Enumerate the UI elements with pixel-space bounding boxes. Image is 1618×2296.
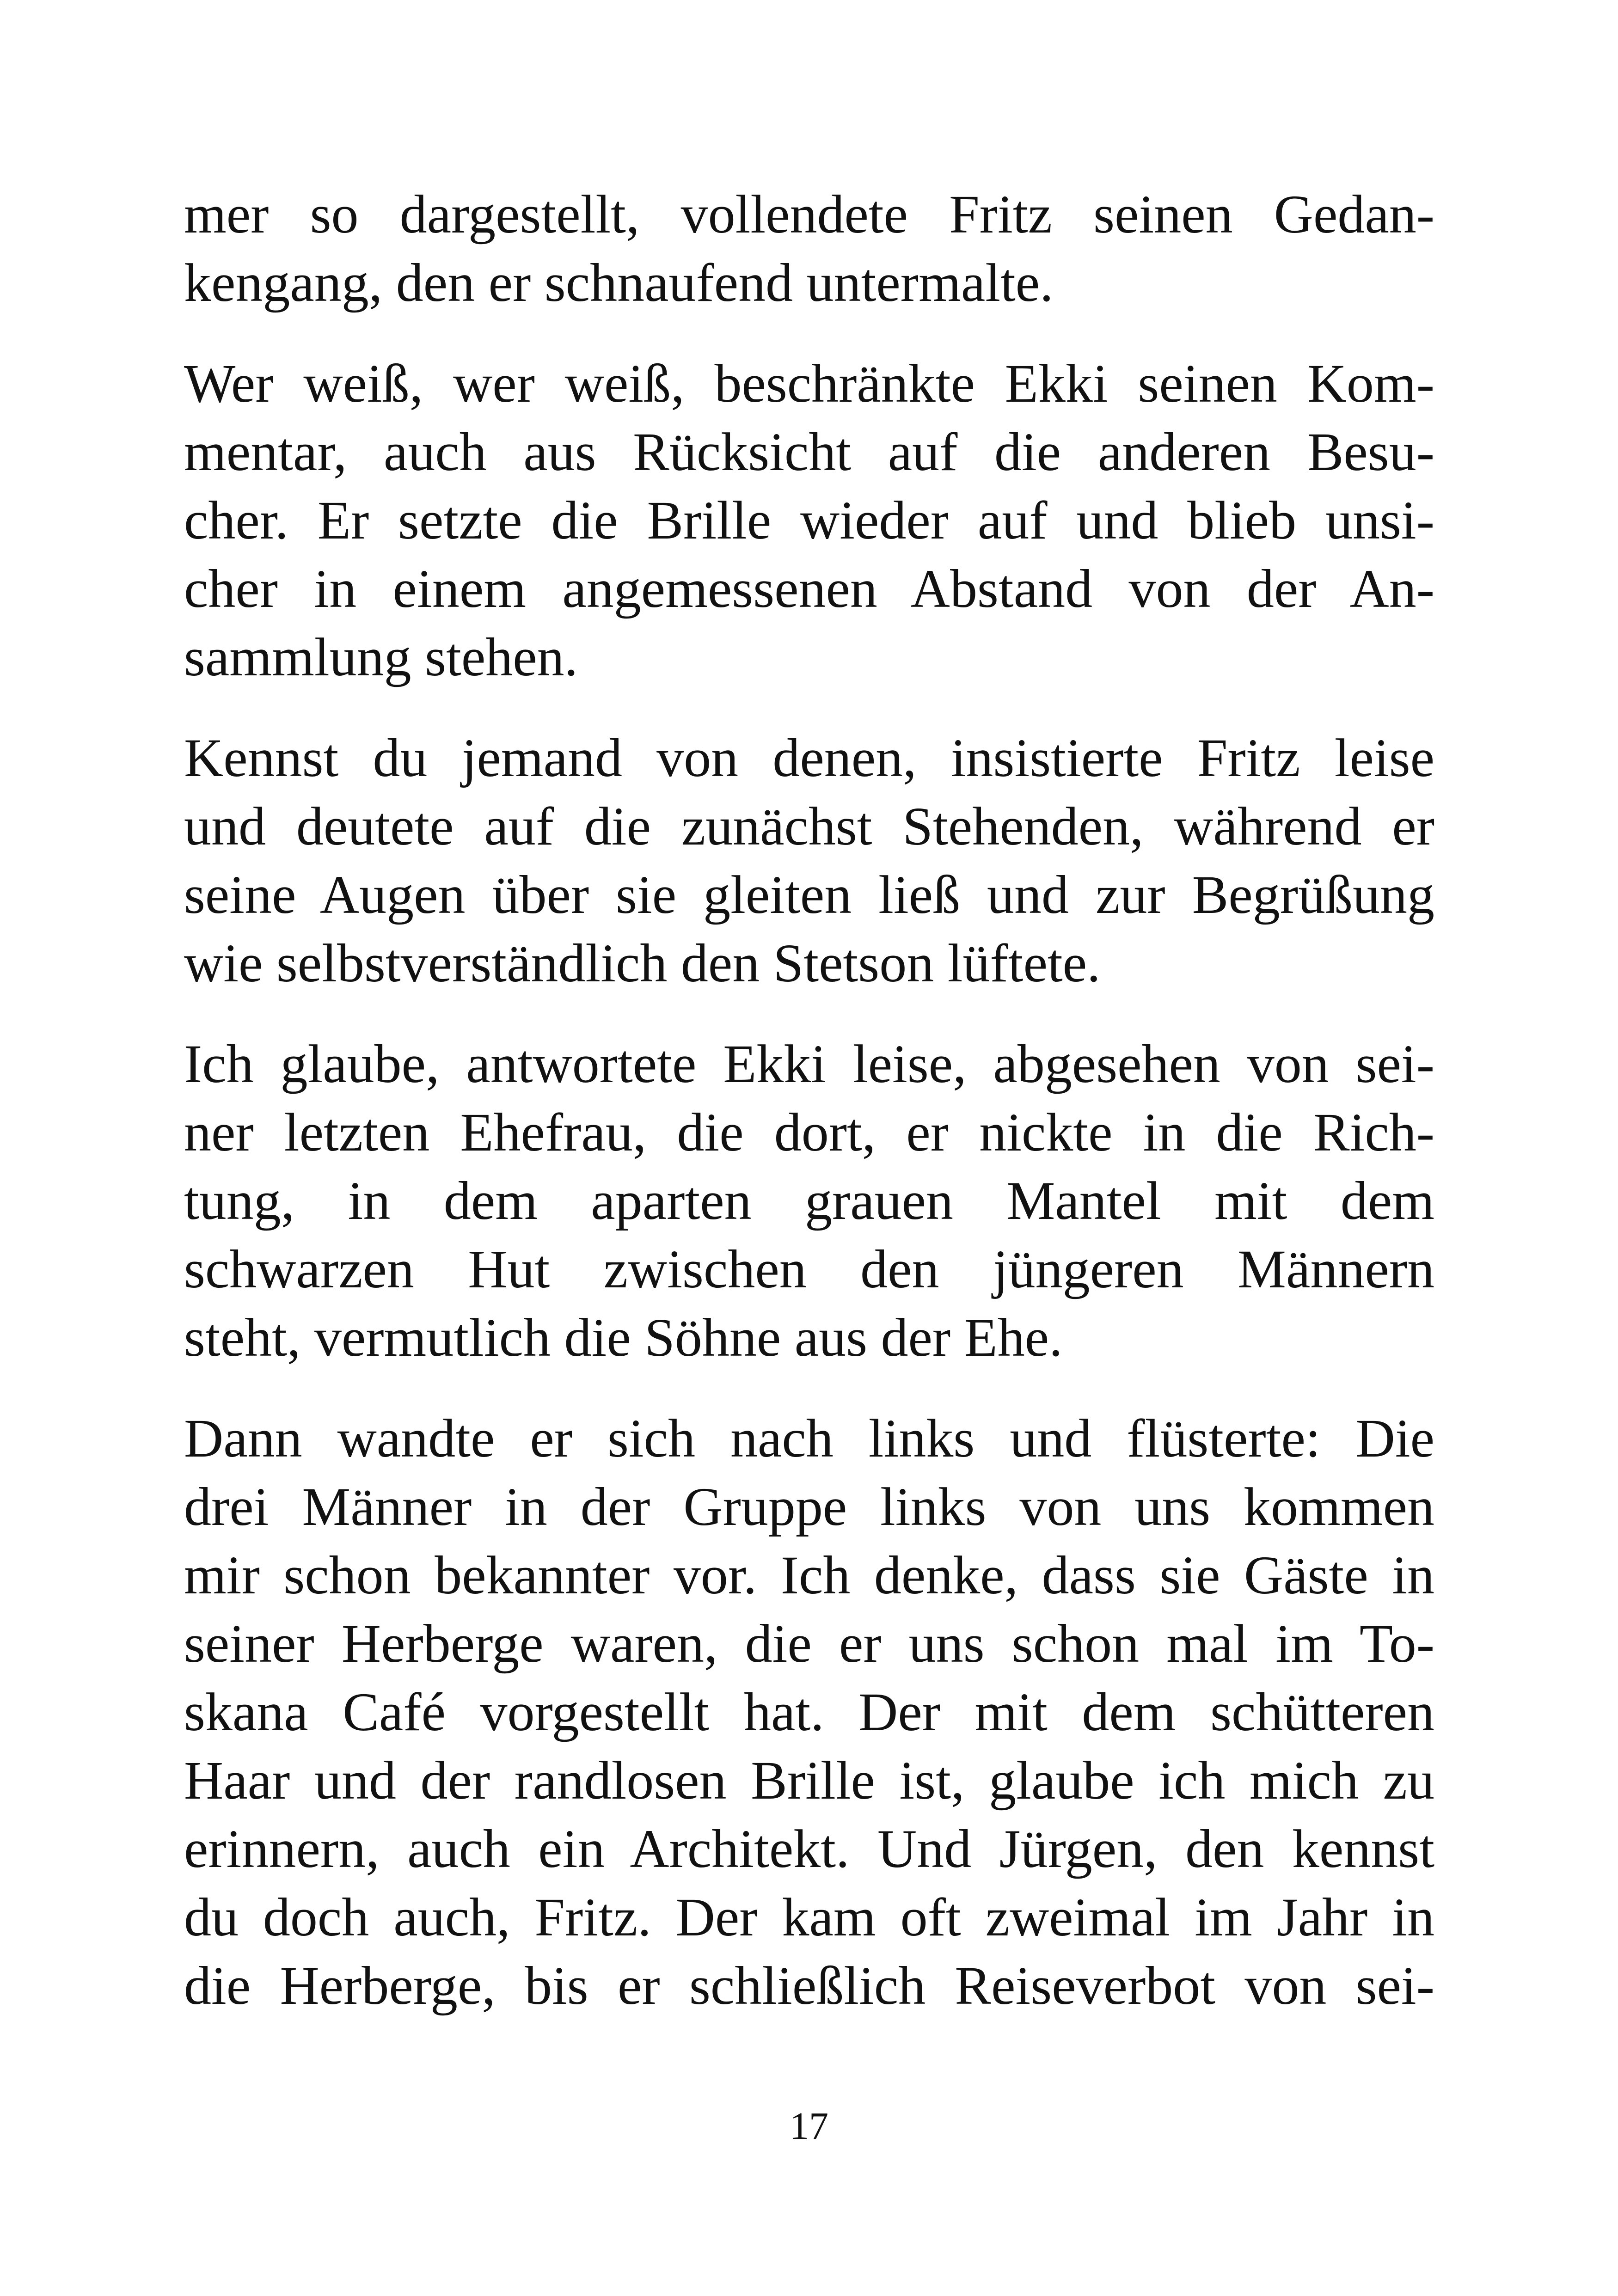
text-line: sammlung stehen. [184, 627, 578, 687]
text-line: cher. Er setzte die Brille wieder auf und blieb unsi- [184, 490, 1434, 551]
text-line: tung, in dem aparten grauen Mantel mit dem [184, 1170, 1434, 1231]
text-line: drei Männer in der Gruppe links von uns kommen [184, 1476, 1434, 1537]
text-line: erinnern, auch ein Architekt. Und Jürgen, den kennst [184, 1818, 1434, 1879]
text-line: Kennst du jemand von denen, insistierte Fritz leise [184, 728, 1434, 788]
text-line: Dann wandte er sich nach links und flüsterte: Die [184, 1408, 1434, 1469]
text-line: seine Augen über sie gleiten ließ und zur Begrüßung [184, 864, 1434, 925]
text-line: Wer weiß, wer weiß, beschränkte Ekki seinen Kom- [184, 353, 1434, 414]
text-line: steht, vermutlich die Söhne aus der Ehe. [184, 1307, 1063, 1368]
paragraph-4 [184, 1030, 1434, 1372]
text-line: mir schon bekannter vor. Ich denke, dass sie Gäste in [184, 1545, 1434, 1605]
text-line: Ich glaube, antwortete Ekki leise, abgesehen von sei- [184, 1034, 1434, 1094]
body-text [184, 180, 1434, 2052]
page-number: 17 [790, 2105, 828, 2148]
text-line: cher in einem angemessenen Abstand von der An- [184, 558, 1434, 619]
paragraph-2 [184, 349, 1434, 692]
text-line: kengang, den er schnaufend untermalte. [184, 252, 1054, 313]
paragraph-3 [184, 724, 1434, 998]
text-line: und deutete auf die zunächst Stehenden, während er [184, 796, 1434, 857]
text-line: mentar, auch aus Rücksicht auf die anderen Besu- [184, 422, 1434, 482]
paragraph-5 [184, 1404, 1434, 2020]
text-line: seiner Herberge waren, die er uns schon mal im To- [184, 1613, 1434, 1674]
text-line: Haar und der randlosen Brille ist, glaube ich mich zu [184, 1750, 1434, 1811]
text-line: skana Café vorgestellt hat. Der mit dem schütteren [184, 1682, 1434, 1742]
text-line: schwarzen Hut zwischen den jüngeren Männern [184, 1239, 1434, 1299]
text-line: du doch auch, Fritz. Der kam oft zweimal im Jahr in [184, 1887, 1434, 1947]
paragraph-1 [184, 180, 1434, 317]
text-line: mer so dargestellt, vollendete Fritz seinen Gedan- [184, 184, 1434, 245]
text-line: wie selbstverständlich den Stetson lüftete. [184, 933, 1101, 993]
text-line: die Herberge, bis er schließlich Reiseverbot von sei- [184, 1955, 1434, 2016]
text-line: ner letzten Ehefrau, die dort, er nickte in die Rich- [184, 1102, 1434, 1163]
